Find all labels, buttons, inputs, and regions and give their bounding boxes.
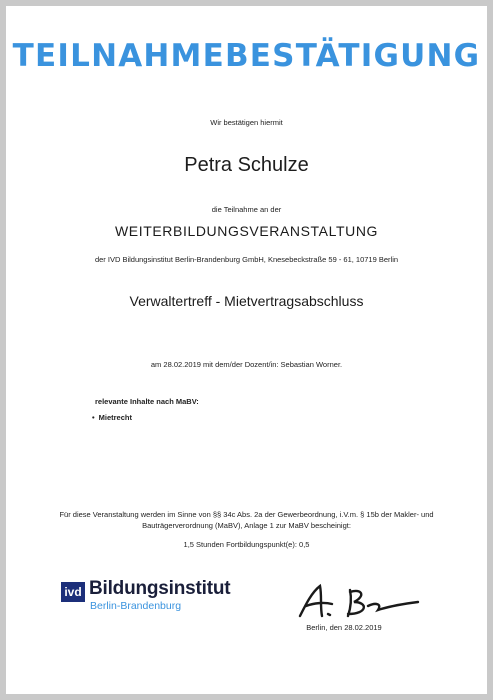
logo-subtitle: Berlin-Brandenburg [90,600,182,612]
signature-caption: Berlin, den 28.02.2019 [306,623,382,632]
certificate-title: TEILNAHMEBESTÄTIGUNG [12,38,481,74]
participation-text: die Teilnahme an der [211,205,282,214]
date-instructor-line: am 28.02.2019 mit dem/der Dozent/in: Sebastian Worner. [150,360,343,369]
legal-text: Für diese Veranstaltung werden im Sinne von §§ 34c Abs. 2a der Gewerbeordnung, i.V.m. § 15b der Makler- und Bauträgerverordnung (MaBV), Anlage 1 zur MaBV bescheinigt: [59,510,434,530]
certificate-page [6,6,487,694]
logo-name: Bildungsinstitut [89,578,231,599]
intro-text: Wir bestätigen hiermit [210,118,283,127]
organizer-address: der IVD Bildungsinstitut Berlin-Brandenburg GmbH, Knesebeckstraße 59 - 61, 10719 Berlin [94,255,399,264]
event-type: WEITERBILDUNGSVERANSTALTUNG [114,223,379,239]
ivd-logo-icon: ivd [61,582,85,602]
list-item: • Mietrecht [92,413,132,422]
participant-name: Petra Schulze [184,154,309,176]
signature-icon [292,582,422,622]
course-title: Verwaltertreff - Mietvertragsabschluss [129,293,364,309]
topics-heading: relevante Inhalte nach MaBV: [95,397,199,406]
topics-list [92,413,132,422]
training-points: 1,5 Stunden Fortbildungspunkt(e): 0,5 [183,540,310,549]
